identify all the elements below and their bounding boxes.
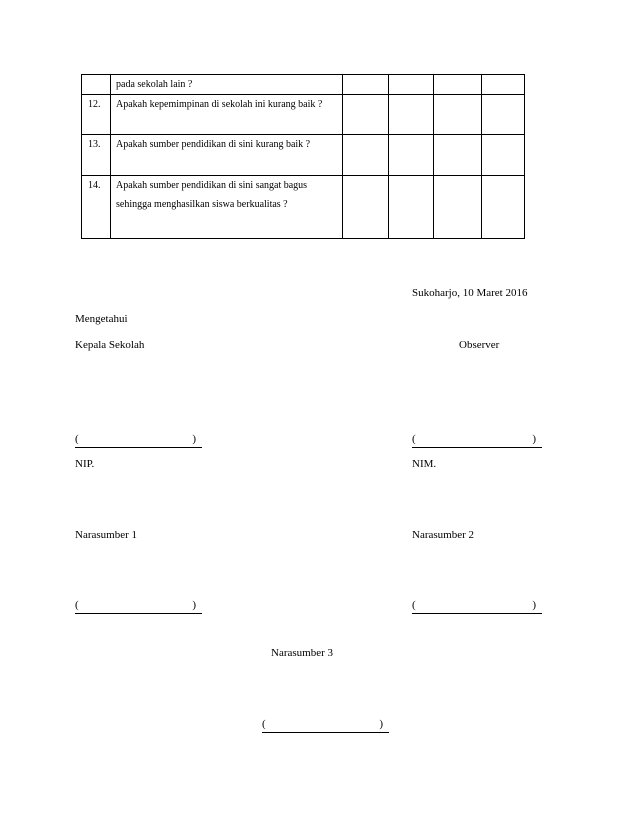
- row-number: [82, 75, 111, 95]
- answer-cell: [389, 176, 434, 239]
- signature-line-narasumber-2: [412, 598, 542, 614]
- answer-cell: [434, 95, 482, 135]
- nip-label: NIP.: [75, 458, 95, 470]
- paren-close: ): [379, 718, 383, 730]
- paren-open: (: [75, 599, 79, 611]
- questionnaire-table: [81, 74, 525, 239]
- kepala-sekolah-label: Kepala Sekolah: [75, 339, 145, 351]
- row-question: Apakah sumber pendidikan di sini sangat bagus sehingga menghasilkan siswa berkualitas ?: [111, 176, 343, 239]
- paren-open: (: [262, 718, 266, 730]
- paren-close: ): [192, 433, 196, 445]
- signature-line-narasumber-1: [75, 598, 202, 614]
- paren-open: (: [412, 599, 416, 611]
- paren-open: (: [412, 433, 416, 445]
- row-number: 14.: [82, 176, 111, 239]
- table-row: [82, 135, 525, 176]
- mengetahui-label: Mengetahui: [75, 313, 128, 325]
- answer-cell: [389, 75, 434, 95]
- table-row: [82, 75, 525, 95]
- paren-close: ): [192, 599, 196, 611]
- row-question: Apakah sumber pendidikan di sini kurang baik ?: [111, 135, 343, 176]
- narasumber-3-label: Narasumber 3: [271, 647, 334, 659]
- table-row: [82, 95, 525, 135]
- row-number: 13.: [82, 135, 111, 176]
- answer-cell: [482, 95, 525, 135]
- row-question: Apakah kepemimpinan di sekolah ini kurang baik ?: [111, 95, 343, 135]
- answer-cell: [343, 95, 389, 135]
- answer-cell: [434, 135, 482, 176]
- row-question: pada sekolah lain ?: [111, 75, 343, 95]
- nim-label: NIM.: [412, 458, 437, 470]
- answer-cell: [343, 75, 389, 95]
- place-date: Sukoharjo, 10 Maret 2016: [412, 287, 528, 299]
- answer-cell: [343, 135, 389, 176]
- answer-cell: [389, 135, 434, 176]
- paren-close: ): [532, 433, 536, 445]
- table-row: [82, 176, 525, 239]
- observer-label: Observer: [459, 339, 500, 351]
- paren-open: (: [75, 433, 79, 445]
- answer-cell: [482, 75, 525, 95]
- signature-line-narasumber-3: [262, 717, 389, 733]
- signature-line-kepala: [75, 432, 202, 448]
- answer-cell: [482, 135, 525, 176]
- paren-close: ): [532, 599, 536, 611]
- answer-cell: [389, 95, 434, 135]
- answer-cell: [434, 176, 482, 239]
- signature-line-observer: [412, 432, 542, 448]
- narasumber-2-label: Narasumber 2: [412, 529, 475, 541]
- row-number: 12.: [82, 95, 111, 135]
- answer-cell: [482, 176, 525, 239]
- narasumber-1-label: Narasumber 1: [75, 529, 138, 541]
- answer-cell: [434, 75, 482, 95]
- answer-cell: [343, 176, 389, 239]
